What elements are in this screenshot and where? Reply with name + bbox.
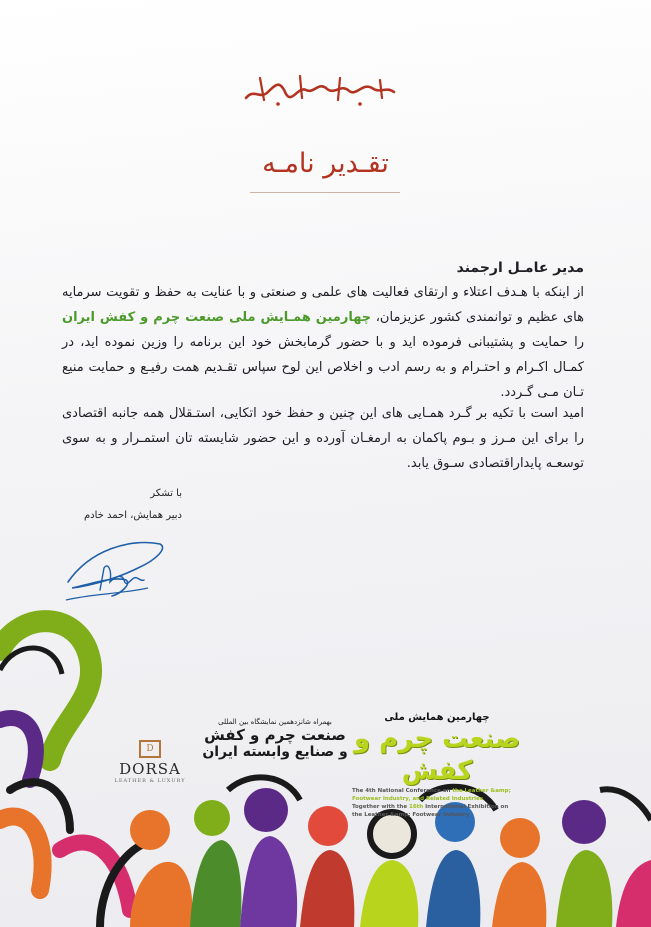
dorsa-mark-icon: D — [139, 740, 161, 758]
conference-english-text — [352, 787, 522, 819]
exhibition-logo — [200, 718, 350, 760]
closing-block — [62, 483, 182, 527]
exhibition-caption: بهمراه شانزدهمین نمایشگاه بین المللی — [218, 718, 332, 726]
dorsa-name: DORSA — [119, 760, 181, 778]
letter-paragraph-2 — [62, 401, 584, 476]
certificate-title: تقـدیر نامـه — [262, 148, 389, 179]
conf-en-line-1-highlight: the Leather &amp; — [452, 788, 511, 794]
conf-en-line-3-highlight: 16th — [409, 804, 424, 810]
paragraph-1-text-end: را حمایت و پشتیبانی فرموده اید و با حضور گرمابخش خود این برنامه را وزین نموده اید، در کمـال اکـرام و احتـرام و به رسم ادب و اخلاص این لوح سپاس تقـدیم همت رفیـع و حمایت منیع تـان مـی گـردد. — [62, 335, 584, 400]
conference-caption: چهارمین همایش ملی — [384, 712, 490, 723]
conf-en-line-2: Footwear Industry, and Related Industries — [352, 796, 484, 802]
exhibition-title-line-2: و صنایع وابسته ایران — [202, 744, 348, 760]
festival-calligraphy-logo — [240, 70, 400, 110]
exhibition-title-line-1: صنعت چرم و کفش — [204, 726, 346, 744]
paragraph-2-text: امید است با تکیه بر گـرد همـایی های این چنین و حفظ خود اتکایی، استـقلال همه جانبه اقتصادی را برای این مـرز و بـوم پاکمان به ارمغـان آورده و این حضور شایسته تان استمـرار و به سوی توسعـه پایداراقتصادی سـوق یابد. — [62, 406, 584, 471]
letter-paragraph-1 — [62, 280, 584, 405]
conf-en-line-1-prefix: The 4th National Conference on — [352, 788, 453, 794]
conference-name-highlight: چهارمین همـایش ملی صنعت چرم و کفش ایران — [62, 310, 372, 325]
conference-logo — [352, 712, 522, 819]
conf-en-line-3-suffix: International Exhibition on — [423, 804, 509, 810]
conference-title: صنعت چرم و کفش — [353, 724, 521, 786]
dorsa-logo — [110, 740, 190, 784]
conf-en-line-4: the Leather &amp; Footwear Industry — [352, 812, 470, 818]
title-underline — [250, 192, 400, 193]
closing-signatory: دبیر همایش، احمد خادم — [83, 510, 182, 521]
dorsa-tagline: LEATHER & LUXURY — [114, 778, 186, 784]
paragraph-1-text-start: از اینکه با هـدف اعتلاء و ارتقای فعالیت های علمی و صنعتی و با عنایت به حفظ و تقویت سرمایه های عظیم و توانمندی کشور عزیزمان، — [62, 285, 584, 325]
letter-greeting: مدیر عامـل ارجمند — [456, 260, 584, 276]
conf-en-line-3-prefix: Together with the — [352, 804, 409, 810]
closing-thanks: با تشکر — [150, 488, 182, 499]
